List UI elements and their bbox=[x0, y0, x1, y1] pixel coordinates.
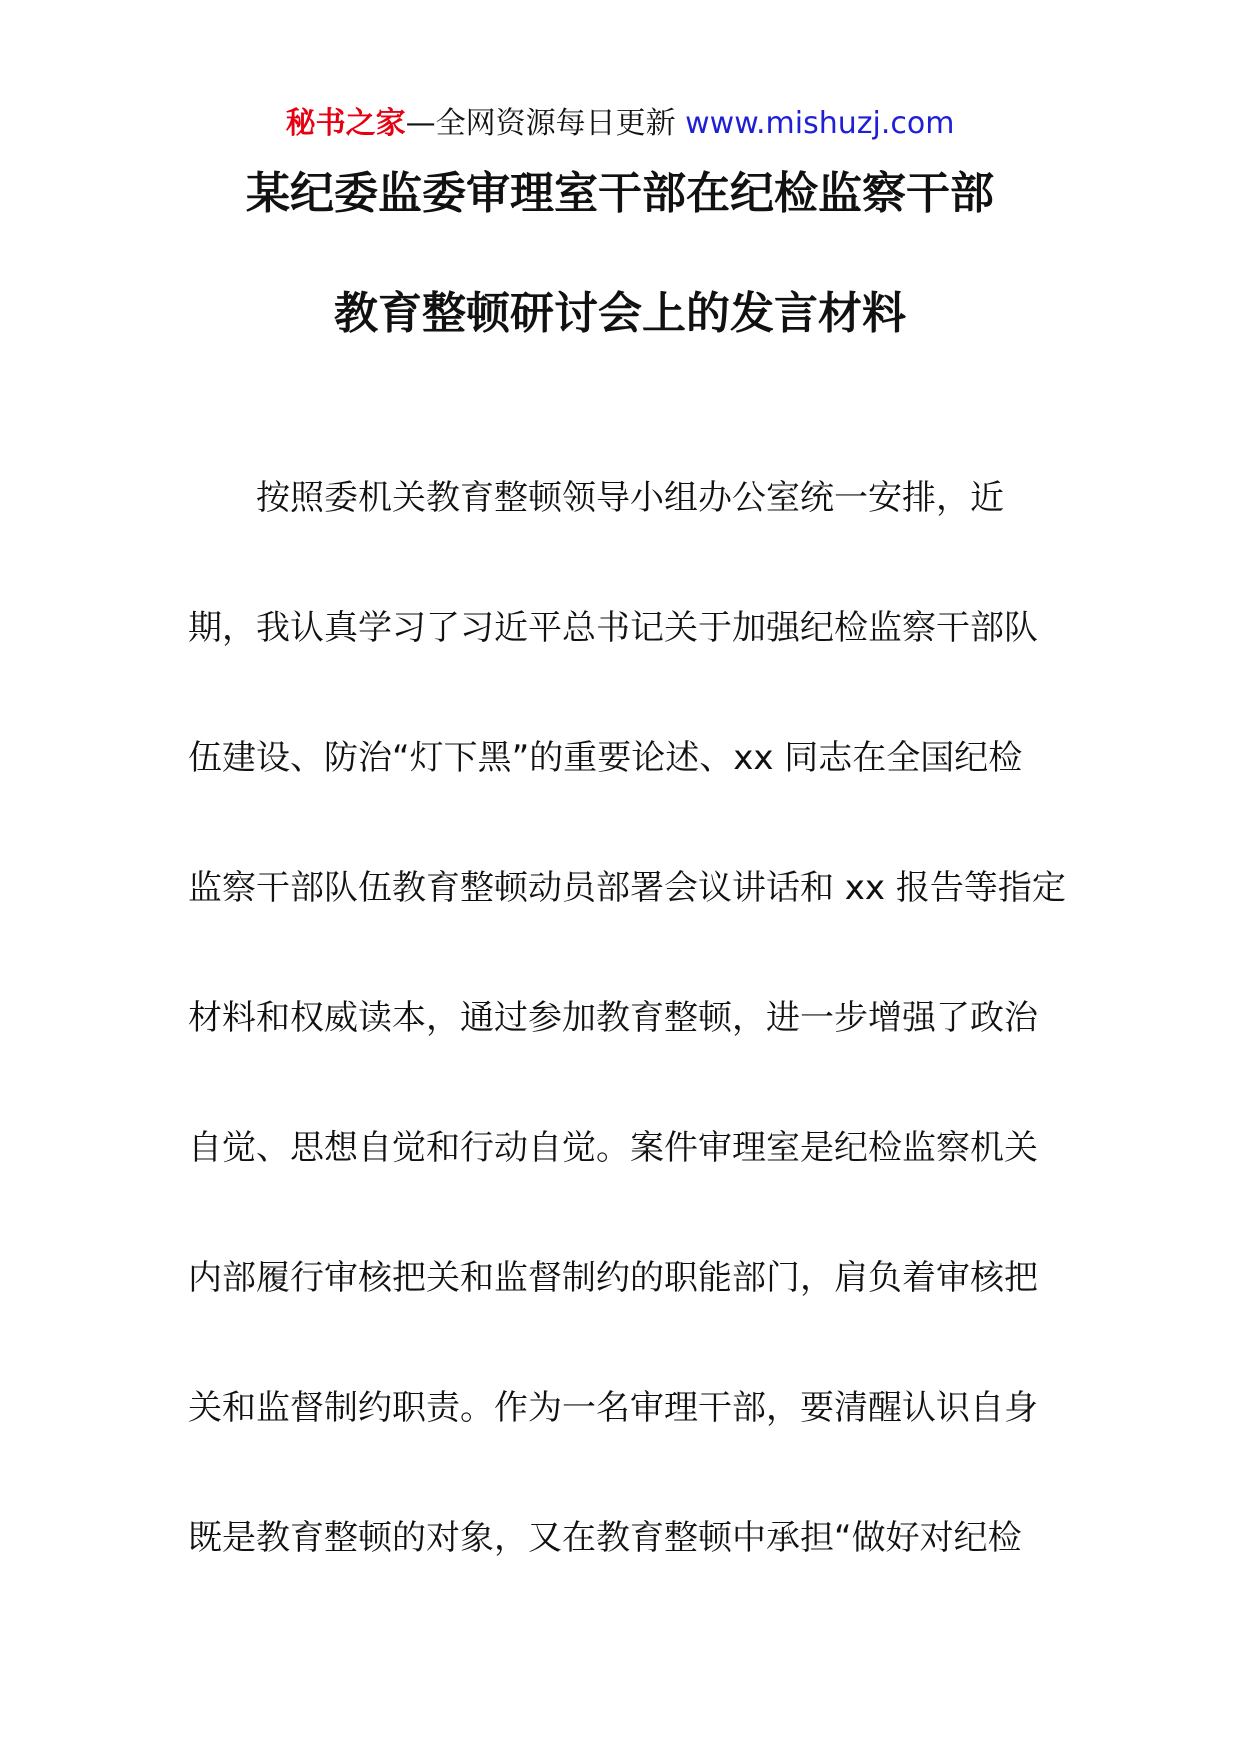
document-title-line-1: 某纪委监委审理室干部在纪检监察干部 bbox=[246, 168, 994, 219]
body-text-line: 期，我认真学习了习近平总书记关于加强纪检监察干部队 bbox=[188, 608, 1038, 648]
body-text-line: 按照委机关教育整顿领导小组办公室统一安排，近 bbox=[256, 478, 1004, 518]
body-text-line: 关和监督制约职责。作为一名审理干部，要清醒认识自身 bbox=[188, 1388, 1038, 1428]
body-text-line: 既是教育整顿的对象，又在教育整顿中承担“做好对纪检 bbox=[188, 1518, 1022, 1558]
body-text-line: 伍建设、防治“灯下黑”的重要论述、xx 同志在全国纪检 bbox=[188, 738, 1023, 778]
document-title-line-2: 教育整顿研讨会上的发言材料 bbox=[334, 288, 906, 339]
brand-name: 秘书之家 bbox=[285, 106, 406, 141]
site-url-link[interactable]: www.mishuzj.com bbox=[685, 106, 955, 141]
body-text-line: 材料和权威读本，通过参加教育整顿，进一步增强了政治 bbox=[188, 998, 1038, 1038]
body-text-line: 内部履行审核把关和监督制约的职能部门，肩负着审核把 bbox=[188, 1258, 1038, 1298]
header-tagline: —全网资源每日更新 bbox=[405, 106, 676, 141]
page-header bbox=[0, 104, 1240, 144]
body-text-line: 自觉、思想自觉和行动自觉。案件审理室是纪检监察机关 bbox=[188, 1128, 1038, 1168]
body-text-line: 监察干部队伍教育整顿动员部署会议讲话和 xx 报告等指定 bbox=[188, 868, 1066, 908]
